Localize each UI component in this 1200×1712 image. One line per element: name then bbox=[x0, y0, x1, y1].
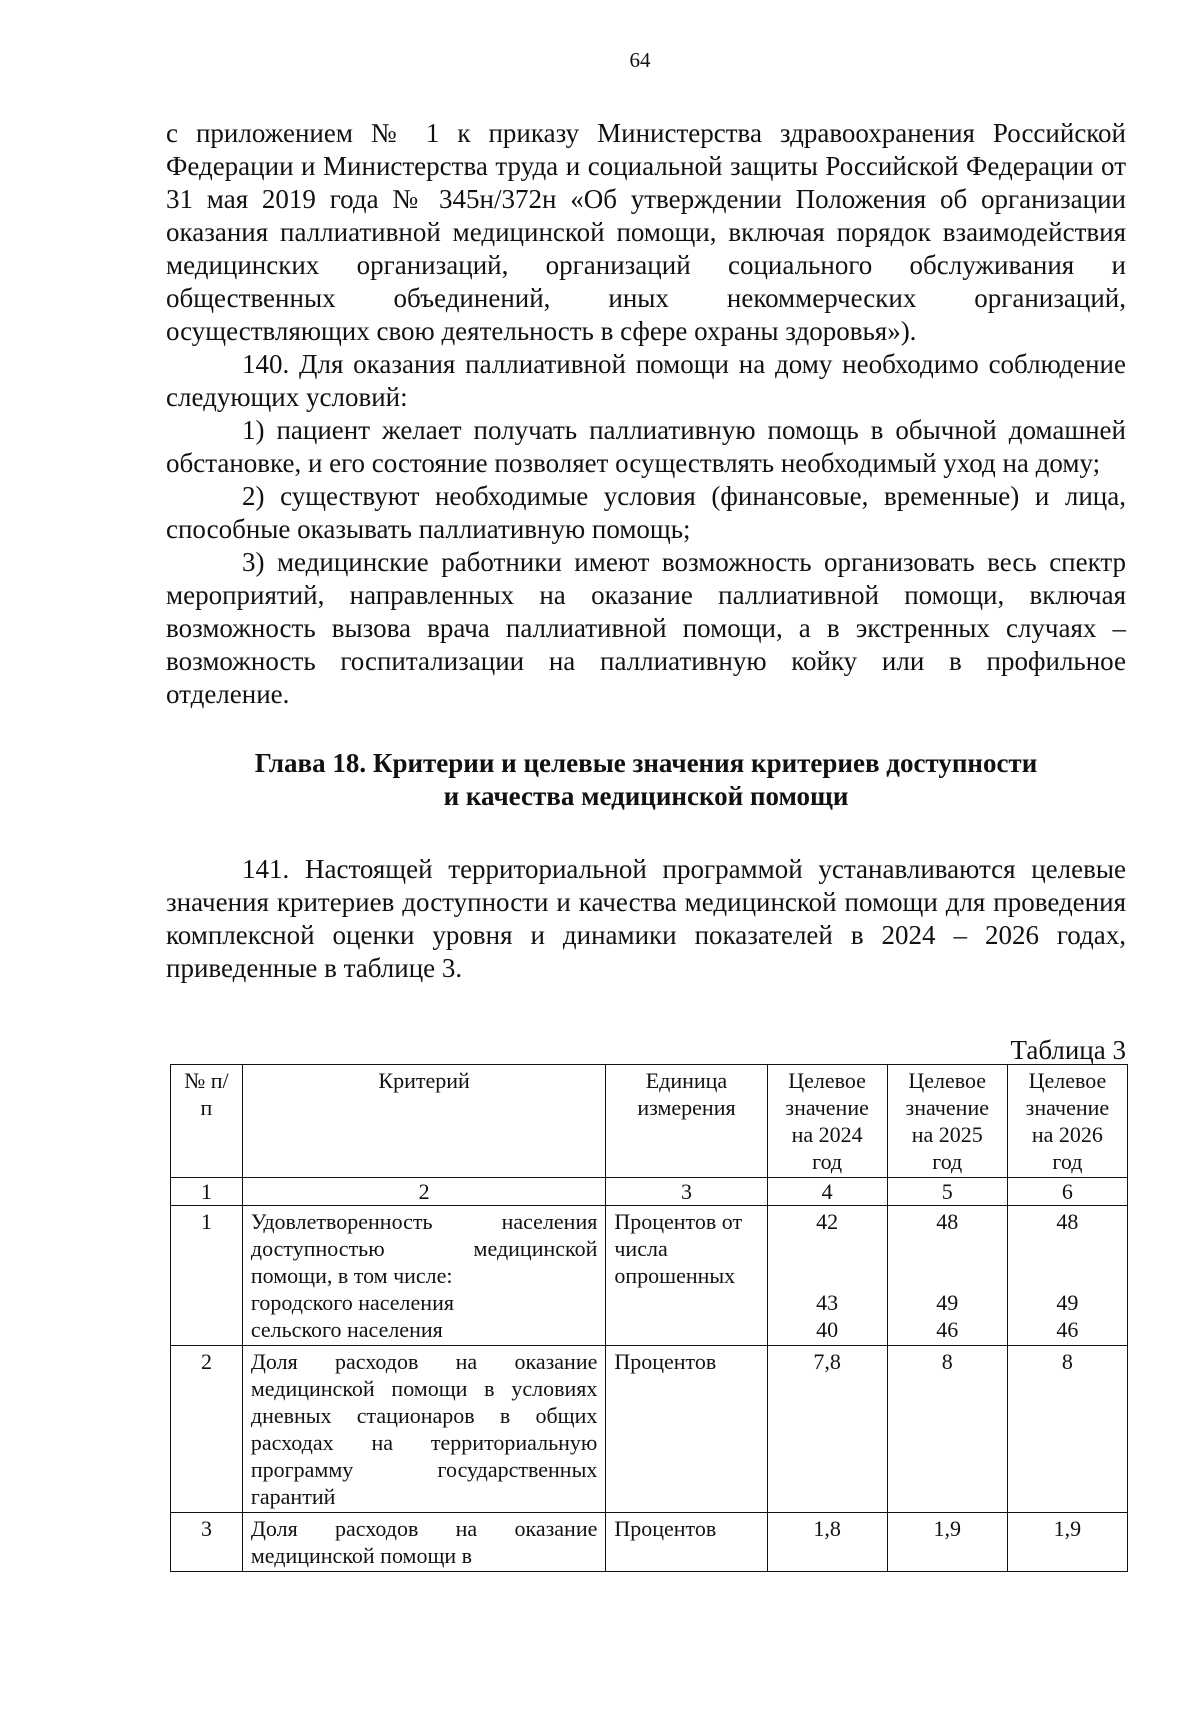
value-2026-cell: 8 bbox=[1007, 1346, 1127, 1513]
value-2024-cell bbox=[767, 1206, 887, 1346]
value-urban: 49 bbox=[1056, 1290, 1079, 1315]
value-urban: 49 bbox=[936, 1290, 959, 1315]
list-item-3: 3) медицинские работники имеют возможность организовать весь спектр мероприятий, направленных на оказание паллиативной помощи, включая возможность вызова врача паллиативной помощи, а в экстренных случаях – возможность госпитализации на паллиативную койку или в профильное отделение. bbox=[166, 547, 1126, 709]
criterion-sub-urban: городского населения bbox=[250, 1290, 454, 1315]
chapter-heading-line-1: Глава 18. Критерии и целевые значения критериев доступности bbox=[254, 748, 1038, 778]
chapter-heading bbox=[166, 747, 1126, 813]
value-2025-cell: 1,9 bbox=[887, 1513, 1007, 1572]
header-criterion: Критерий bbox=[242, 1065, 605, 1178]
row-number: 2 bbox=[171, 1346, 243, 1513]
value-2025-cell: 8 bbox=[887, 1346, 1007, 1513]
paragraph-140: 140. Для оказания паллиативной помощи на дому необходимо соблюдение следующих условий: bbox=[166, 349, 1126, 412]
value-rural: 40 bbox=[816, 1317, 839, 1342]
col-number: 5 bbox=[887, 1178, 1007, 1206]
value-total: 48 bbox=[1056, 1209, 1079, 1234]
col-number: 2 bbox=[242, 1178, 605, 1206]
criterion-sub-rural: сельского населения bbox=[250, 1317, 443, 1342]
table-row bbox=[171, 1206, 1128, 1346]
value-rural: 46 bbox=[1056, 1317, 1079, 1342]
column-number-row bbox=[171, 1178, 1128, 1206]
document-body bbox=[166, 117, 1126, 985]
table-caption: Таблица 3 bbox=[1010, 1035, 1126, 1065]
table-row bbox=[171, 1346, 1128, 1513]
list-item-1: 1) пациент желает получать паллиативную помощь в обычной домашней обстановке, и его состояние позволяет осуществлять необходимый уход на дому; bbox=[166, 415, 1126, 478]
table-header-row bbox=[171, 1065, 1128, 1178]
value-rural: 46 bbox=[936, 1317, 959, 1342]
value-2026-cell: 1,9 bbox=[1007, 1513, 1127, 1572]
value-total: 42 bbox=[816, 1209, 839, 1234]
page-number: 64 bbox=[629, 48, 651, 72]
value-2024-cell: 7,8 bbox=[767, 1346, 887, 1513]
criterion-cell bbox=[242, 1206, 605, 1346]
header-unit: Единица измерения bbox=[606, 1065, 767, 1178]
value-2025-cell bbox=[887, 1206, 1007, 1346]
criterion-cell: Доля расходов на оказание медицинской помощи в bbox=[242, 1513, 605, 1572]
col-number: 3 bbox=[606, 1178, 767, 1206]
header-2025: Целевое значение на 2025 год bbox=[887, 1065, 1007, 1178]
chapter-heading-line-2: и качества медицинской помощи bbox=[443, 781, 849, 811]
list-item-2: 2) существуют необходимые условия (финансовые, временные) и лица, способные оказывать паллиативную помощь; bbox=[166, 481, 1126, 544]
paragraph-141: 141. Настоящей территориальной программой устанавливаются целевые значения критериев доступности и качества медицинской помощи для проведения комплексной оценки уровня и динамики показателей в 2024 – 2026 годах, приведенные в таблице 3. bbox=[166, 854, 1126, 983]
header-2024: Целевое значение на 2024 год bbox=[767, 1065, 887, 1178]
header-2026: Целевое значение на 2026 год bbox=[1007, 1065, 1127, 1178]
col-number: 4 bbox=[767, 1178, 887, 1206]
criteria-table bbox=[170, 1064, 1128, 1572]
unit-cell: Процентов bbox=[606, 1346, 767, 1513]
paragraph-continuation: с приложением № 1 к приказу Министерства здравоохранения Российской Федерации и Министерства труда и социальной защиты Российской Федерации от 31 мая 2019 года № 345н/372н «Об утверждении Положения об организации оказания паллиативной медицинской помощи, включая порядок взаимодействия медицинских организаций, организаций социального обслуживания и общественных объединений, иных некоммерческих организаций, осуществляющих свою деятельность в сфере охраны здоровья»). bbox=[166, 118, 1126, 346]
value-urban: 43 bbox=[816, 1290, 839, 1315]
unit-cell: Процентов bbox=[606, 1513, 767, 1572]
value-2026-cell bbox=[1007, 1206, 1127, 1346]
col-number: 1 bbox=[171, 1178, 243, 1206]
value-2024-cell: 1,8 bbox=[767, 1513, 887, 1572]
criterion-text: Удовлетворенность населения доступностью медицинской помощи, в том числе: bbox=[250, 1209, 598, 1288]
unit-cell: Процентов от числа опрошенных bbox=[606, 1206, 767, 1346]
table-row bbox=[171, 1513, 1128, 1572]
row-number: 3 bbox=[171, 1513, 243, 1572]
row-number: 1 bbox=[171, 1206, 243, 1346]
header-no: № п/п bbox=[171, 1065, 243, 1178]
criterion-cell: Доля расходов на оказание медицинской помощи в условиях дневных стационаров в общих расходах на территориальную программу государственных гарантий bbox=[242, 1346, 605, 1513]
value-total: 48 bbox=[936, 1209, 959, 1234]
col-number: 6 bbox=[1007, 1178, 1127, 1206]
